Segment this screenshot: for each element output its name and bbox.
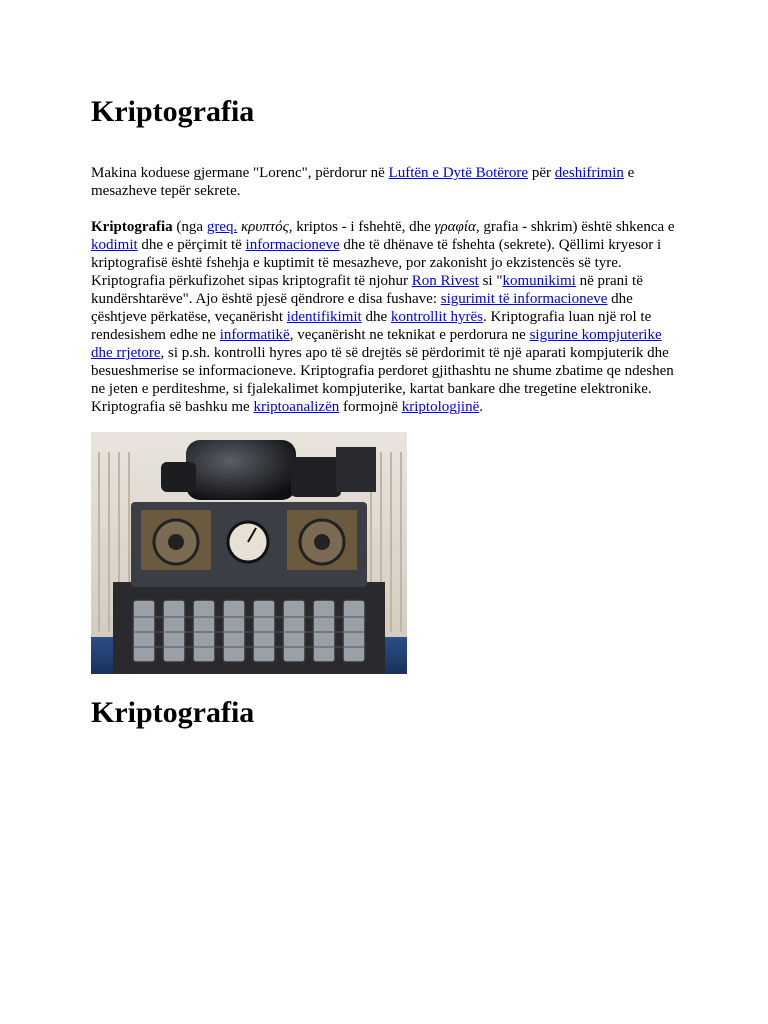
text: , si p.sh. kontrolli hyres apo të së drejtës së përdorimit të një aparati kompjuterik dhe besueshmerise se informacioneve. Kriptografia perdoret gjithashtu ne shume zbatime qe ndeshen ne jeten e perditeshme, si fjalekalimet kompjuterike, kartat bankare dhe tregetine elektronike. Kriptografia së bashku me xyxy=(91,345,674,415)
link-komunikimi[interactable]: komunikimi xyxy=(502,273,576,289)
text: dhe çështjeve përkatëse, veçanërisht xyxy=(91,291,633,325)
text: si " xyxy=(478,273,503,289)
link-sigurimit[interactable]: sigurimit të informacioneve xyxy=(440,291,608,307)
text: për xyxy=(528,165,555,181)
text: , veçanërisht ne teknikat e perdorura ne xyxy=(289,327,530,343)
link-informatike[interactable]: informatikë xyxy=(219,327,290,343)
link-kriptoanalizen[interactable]: kriptoanalizën xyxy=(253,399,340,415)
link-kontrollit-hyres[interactable]: kontrollit hyrës xyxy=(390,309,483,325)
intro-paragraph xyxy=(91,218,681,416)
text: , grafia - shkrim) është shkenca e xyxy=(475,219,675,235)
link-sigurine-kompjuterike[interactable]: sigurine kompjuterike dhe rrjetore xyxy=(91,327,662,361)
text: , kriptos - i fshehtë, dhe xyxy=(288,219,435,235)
text: e mesazheve tepër sekrete. xyxy=(91,165,635,199)
link-lufta-dyte[interactable]: Luftën e Dytë Botërore xyxy=(388,165,529,181)
text: dhe e përçimit të xyxy=(137,237,246,253)
link-deshifrimin[interactable]: deshifrimin xyxy=(554,165,624,181)
cipher-machine-photo xyxy=(91,432,407,674)
text: dhe xyxy=(361,309,391,325)
link-greq[interactable]: greq. xyxy=(206,219,238,235)
term-bold: Kriptografia xyxy=(91,219,173,235)
caption-paragraph xyxy=(91,164,681,200)
text: formojnë xyxy=(339,399,402,415)
text: (nga xyxy=(172,219,207,235)
text: . Kriptografia luan një rol te rendesishem edhe ne xyxy=(91,309,652,343)
link-informacioneve[interactable]: informacioneve xyxy=(245,237,340,253)
link-ron-rivest[interactable]: Ron Rivest xyxy=(411,273,479,289)
text: Makina koduese gjermane "Lorenc", përdorur në xyxy=(91,165,389,181)
link-kodimit[interactable]: kodimit xyxy=(91,237,138,253)
section-title: Kriptografia xyxy=(91,696,255,729)
text: dhe të dhënave të fshehta (sekrete). Qëllimi kryesor i kriptografisë është fshehja e kuptimit të mesazheve, por zakonisht jo ekzistencës së tyre. Kriptografia përkufizohet sipas kriptografit të njohur xyxy=(91,237,662,289)
link-kriptologjine[interactable]: kriptologjinë xyxy=(401,399,480,415)
greek-word: γραφία xyxy=(434,219,476,235)
greek-word: κρυπτός xyxy=(237,219,289,235)
text: në prani të kundërshtarëve". Ajo është pjesë qëndrore e disa fushave: xyxy=(91,273,643,307)
page-title: Kriptografia xyxy=(91,95,255,128)
text: . xyxy=(479,399,483,415)
link-identifikimit[interactable]: identifikimit xyxy=(286,309,362,325)
